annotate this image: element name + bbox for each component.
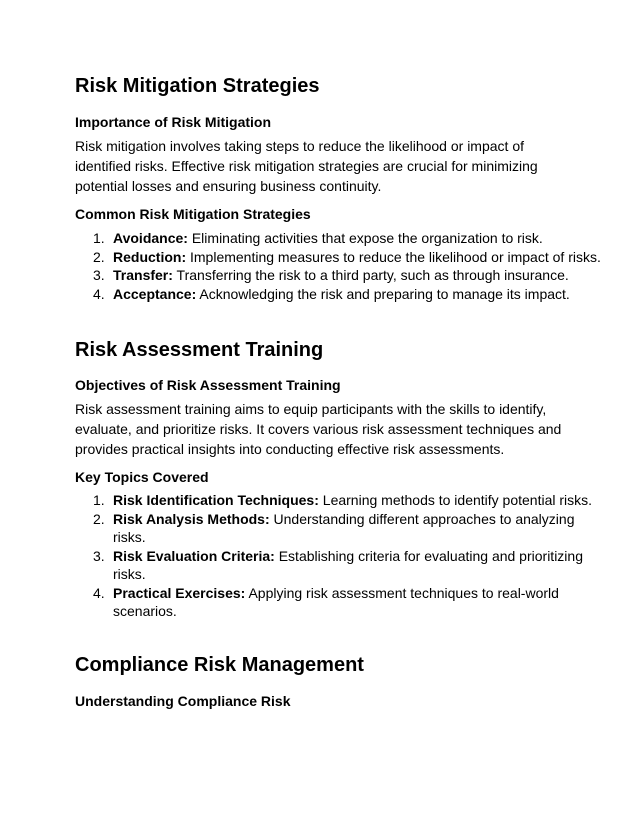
list-item: 2. Risk Analysis Methods: Understanding different approaches to analyzing risks. <box>93 510 575 545</box>
section-title-risk-assessment: Risk Assessment Training <box>75 339 324 361</box>
list-item: 3. Transfer: Transferring the risk to a third party, such as through insurance. <box>93 267 569 283</box>
list-key-topics <box>75 491 603 621</box>
paragraph-objectives: Risk assessment training aims to equip participants with the skills to identify, evaluate, and prioritize risks. It covers various risk assessment techniques and provides practical insights into conducting effective risk assessments. <box>75 401 562 457</box>
subheading-importance: Importance of Risk Mitigation <box>75 114 272 130</box>
list-common-strategies <box>75 229 603 303</box>
subheading-common-strategies: Common Risk Mitigation Strategies <box>75 206 311 222</box>
list-item: 4. Acceptance: Acknowledging the risk and preparing to manage its impact. <box>93 285 570 302</box>
list-item: 3. Risk Evaluation Criteria: Establishing criteria for evaluating and prioritizing risks. <box>93 547 583 582</box>
paragraph-importance: Risk mitigation involves taking steps to reduce the likelihood or impact of identified risks. Effective risk mitigation strategies are crucial for minimizing potential losses and ensuring business continuity. <box>75 138 538 194</box>
section-title-compliance: Compliance Risk Management <box>75 654 364 676</box>
section-title-risk-mitigation: Risk Mitigation Strategies <box>75 75 320 97</box>
subheading-objectives: Objectives of Risk Assessment Training <box>75 377 341 393</box>
list-item: 1. Avoidance: Eliminating activities that expose the organization to risk. <box>93 230 543 246</box>
list-item: 4. Practical Exercises: Applying risk assessment techniques to real-world scenarios. <box>93 584 559 619</box>
list-item: 1. Risk Identification Techniques: Learning methods to identify potential risks. <box>93 492 593 508</box>
list-item: 2. Reduction: Implementing measures to reduce the likelihood or impact of risks. <box>93 248 601 265</box>
subheading-understanding-compliance: Understanding Compliance Risk <box>75 693 291 709</box>
subheading-key-topics: Key Topics Covered <box>75 469 209 485</box>
